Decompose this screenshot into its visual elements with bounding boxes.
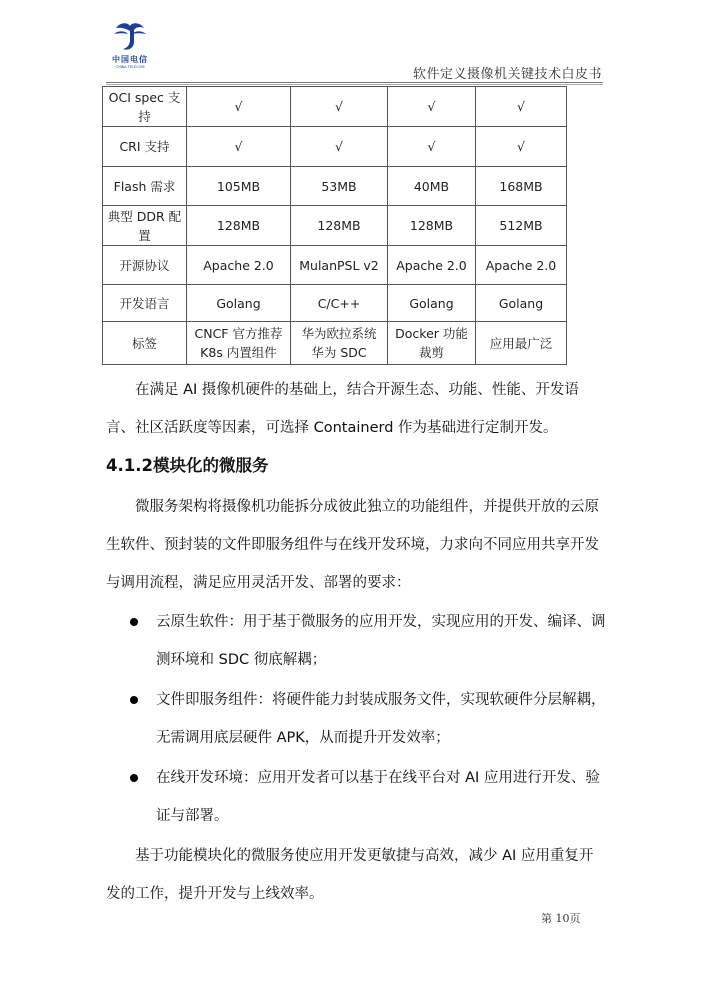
table-cell: Golang <box>187 285 291 322</box>
table-cell: CNCF 官方推荐 K8s 内置组件 <box>187 322 291 365</box>
table-row <box>103 167 567 206</box>
table-cell: Apache 2.0 <box>187 246 291 285</box>
table-row <box>103 322 567 365</box>
table-cell: MulanPSL v2 <box>291 246 388 285</box>
paragraph-microservice-intro: 微服务架构将摄像机功能拆分成彼此独立的功能组件，并提供开放的云原生软件、预封装的文件即服务组件与在线开发环境，力求向不同应用共享开发与调用流程，满足应用灵活开发、部署的要求： <box>106 499 599 591</box>
table-cell: Apache 2.0 <box>388 246 476 285</box>
section-heading: 4.1.2模块化的微服务 <box>106 456 269 475</box>
bullet-text: 文件即服务组件：将硬件能力封装成服务文件，实现软硬件分层解耦，无需调用底层硬件 APK，从而提升开发效率； <box>156 692 606 746</box>
bullet-item <box>130 681 606 757</box>
table-cell: √ <box>388 127 476 167</box>
table-cell: 53MB <box>291 167 388 206</box>
page-number: 第 10页 <box>541 912 581 925</box>
document-title: 软件定义摄像机关键技术白皮书 <box>412 67 602 82</box>
header-divider <box>106 82 603 85</box>
row-label: 开源协议 <box>103 246 187 285</box>
row-label: CRI 支持 <box>103 127 187 167</box>
comparison-table <box>102 86 567 365</box>
logo-name-en: CHINA TELECOM <box>115 65 145 69</box>
table-cell: √ <box>187 127 291 167</box>
table-row <box>103 285 567 322</box>
table-cell: Apache 2.0 <box>476 246 567 285</box>
table-row <box>103 87 567 127</box>
table-cell: 168MB <box>476 167 567 206</box>
bullet-dot-icon <box>130 696 138 704</box>
row-label: OCI spec 支持 <box>103 87 187 127</box>
table-cell: 应用最广泛 <box>476 322 567 365</box>
bullet-item <box>130 603 606 679</box>
table-row <box>103 127 567 167</box>
table-cell: √ <box>388 87 476 127</box>
table-cell: √ <box>291 127 388 167</box>
table-row <box>103 246 567 285</box>
table-cell: 105MB <box>187 167 291 206</box>
table-cell: 128MB <box>187 206 291 246</box>
table-cell: Golang <box>388 285 476 322</box>
table-cell: 40MB <box>388 167 476 206</box>
table-cell: √ <box>476 127 567 167</box>
table-cell: 128MB <box>291 206 388 246</box>
table-cell: Golang <box>476 285 567 322</box>
bullet-item <box>130 759 606 835</box>
paragraph-containerd: 在满足 AI 摄像机硬件的基础上，结合开源生态、功能、性能、开发语言、社区活跃度等因素，可选择 Containerd 作为基础进行定制开发。 <box>106 382 579 436</box>
china-telecom-logo-icon <box>106 20 154 54</box>
logo-name-cn: 中国电信 <box>112 54 148 64</box>
table-cell: 华为欧拉系统 华为 SDC <box>291 322 388 365</box>
row-label: 开发语言 <box>103 285 187 322</box>
table-cell: √ <box>291 87 388 127</box>
table-cell: C/C++ <box>291 285 388 322</box>
bullet-text: 在线开发环境：应用开发者可以基于在线平台对 AI 应用进行开发、验证与部署。 <box>156 770 600 824</box>
bullet-dot-icon <box>130 618 138 626</box>
table-cell: √ <box>187 87 291 127</box>
table-cell: Docker 功能裁剪 <box>388 322 476 365</box>
bullet-dot-icon <box>130 774 138 782</box>
paragraph-conclusion: 基于功能模块化的微服务使应用开发更敏捷与高效，减少 AI 应用重复开发的工作，提升开发与上线效率。 <box>106 848 594 902</box>
table-cell: 512MB <box>476 206 567 246</box>
table-cell: √ <box>476 87 567 127</box>
china-telecom-logo <box>106 20 154 76</box>
row-label: 标签 <box>103 322 187 365</box>
row-label: 典型 DDR 配置 <box>103 206 187 246</box>
table-cell: 128MB <box>388 206 476 246</box>
bullet-text: 云原生软件：用于基于微服务的应用开发，实现应用的开发、编译、调测环境和 SDC 彻底解耦； <box>156 614 606 668</box>
table-row <box>103 206 567 246</box>
row-label: Flash 需求 <box>103 167 187 206</box>
